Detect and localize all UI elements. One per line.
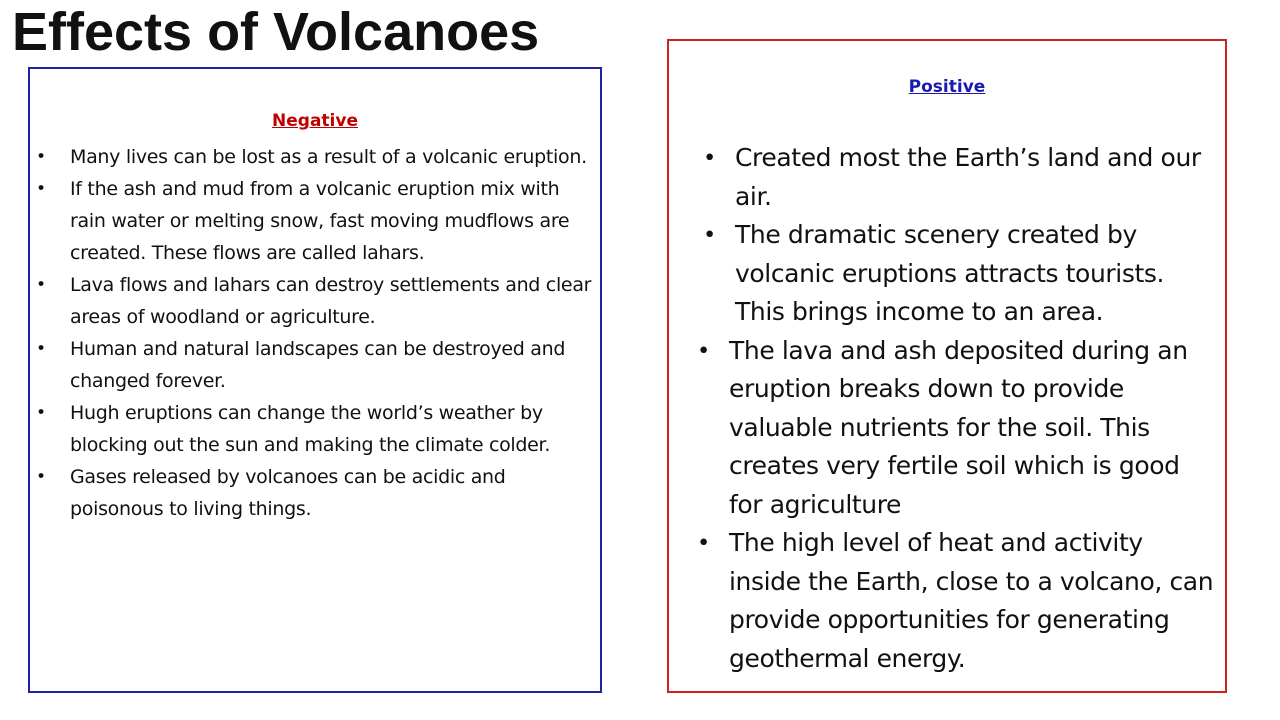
list-item <box>703 216 1215 332</box>
list-item <box>36 461 598 525</box>
bullet-icon: • <box>703 222 716 248</box>
list-item-text: Lava flows and lahars can destroy settlements and clear areas of woodland or agriculture. <box>70 274 592 328</box>
bullet-icon: • <box>703 145 716 171</box>
list-item-text: The dramatic scenery created by volcanic eruptions attracts tourists. This brings income to an area. <box>735 220 1165 326</box>
list-item-text: Gases released by volcanoes can be acidic and poisonous to living things. <box>70 466 506 520</box>
list-item-text: Hugh eruptions can change the world’s weather by blocking out the sun and making the climate colder. <box>70 402 551 456</box>
negative-effects-list <box>36 141 598 525</box>
list-item <box>36 333 598 397</box>
bullet-icon: • <box>36 275 46 295</box>
positive-effects-list <box>697 139 1215 678</box>
list-item-text: Human and natural landscapes can be destroyed and changed forever. <box>70 338 566 392</box>
list-item-text: Many lives can be lost as a result of a volcanic eruption. <box>70 146 587 168</box>
bullet-icon: • <box>697 337 710 364</box>
list-item <box>36 173 598 269</box>
bullet-icon: • <box>697 530 710 556</box>
list-item-text: The lava and ash deposited during an eruption breaks down to provide valuable nutrients for the soil. This creates very fertile soil which is good for agriculture <box>729 335 1188 519</box>
bullet-icon: • <box>36 467 46 487</box>
bullet-icon: • <box>36 403 46 423</box>
bullet-icon: • <box>36 147 46 167</box>
list-item <box>36 141 598 173</box>
list-item <box>36 397 598 461</box>
list-item-text: Created most the Earth’s land and our air. <box>735 143 1201 211</box>
list-item-text: The high level of heat and activity inside the Earth, close to a volcano, can provide opportunities for generating geothermal energy. <box>729 528 1214 673</box>
bullet-icon: • <box>36 179 46 199</box>
page-title: Effects of Volcanoes <box>12 2 540 62</box>
list-item <box>697 524 1215 678</box>
list-item-text: If the ash and mud from a volcanic eruption mix with rain water or melting snow, fast moving mudflows are created. These flows are called lahars. <box>70 178 570 264</box>
list-item <box>703 139 1215 216</box>
negative-heading: Negative <box>272 111 358 131</box>
positive-heading-link[interactable]: Positive <box>908 77 986 97</box>
list-item <box>697 332 1215 525</box>
bullet-icon: • <box>36 339 46 359</box>
positive-effects-panel <box>667 39 1227 693</box>
list-item <box>36 269 598 333</box>
negative-effects-panel <box>28 67 602 693</box>
